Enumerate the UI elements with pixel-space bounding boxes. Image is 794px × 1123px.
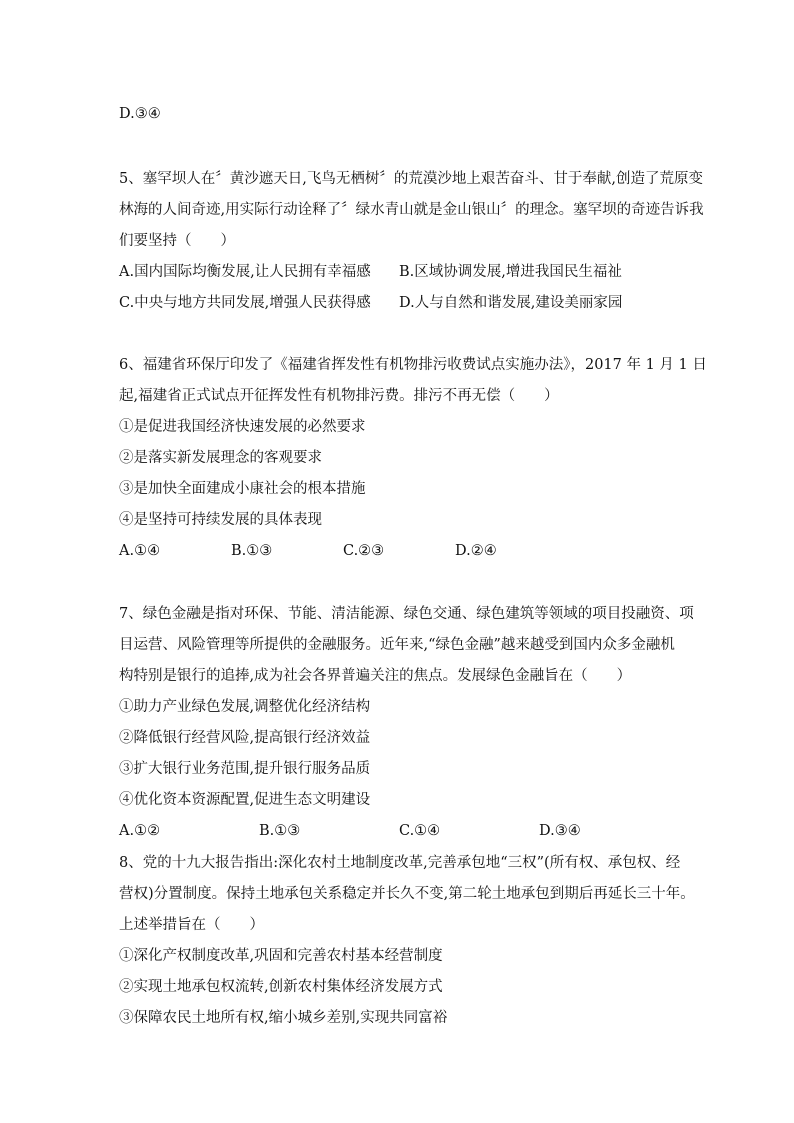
q5-stem-line-2: 林海的人间奇迹,用实际行动诠释了〞绿水青山就是金山银山〞的理念。塞罕坝的奇迹告诉我 <box>119 202 704 218</box>
prev-option-d: D.③④ <box>119 106 161 122</box>
q7-item-3: ③扩大银行业务范围,提升银行服务品质 <box>119 761 371 777</box>
q7-option-c: C.①④ <box>399 823 441 839</box>
q8-stem-line-2: 营权)分置制度。保持土地承包关系稳定并长久不变,第二轮土地承包到期后再延长三十年。 <box>119 886 695 902</box>
q5-option-c: C.中央与地方共同发展,增强人民获得感 <box>119 295 371 311</box>
q7-item-1: ①助力产业绿色发展,调整优化经济结构 <box>119 699 371 715</box>
q6-item-3: ③是加快全面建成小康社会的根本措施 <box>119 481 366 497</box>
q7-stem-line-3: 构特别是银行的追捧,成为社会各界普遍关注的焦点。发展绿色金融旨在（ ） <box>119 668 632 684</box>
q7-stem-line-2: 目运营、风险管理等所提供的金融服务。近年来,“绿色金融”越来越受到国内众多金融机 <box>119 637 675 653</box>
q5-option-b: B.区域协调发展,增进我国民生福祉 <box>399 264 622 280</box>
q6-option-c: C.②③ <box>343 543 385 559</box>
q7-option-a: A.①② <box>119 823 161 839</box>
q8-stem-line-1: 8、党的十九大报告指出:深化农村土地制度改革,完善承包地“三权”(所有权、承包权、经 <box>119 855 681 871</box>
q6-option-d: D.②④ <box>455 543 497 559</box>
q7-option-b: B.①③ <box>259 823 301 839</box>
q8-stem-line-3: 上述举措旨在（ ） <box>119 917 264 933</box>
q5-option-d: D.人与自然和谐发展,建设美丽家园 <box>399 295 623 311</box>
q6-item-1: ①是促进我国经济快速发展的必然要求 <box>119 419 366 435</box>
q5-stem-line-1: 5、塞罕坝人在〞黄沙遮天日,飞鸟无栖树〞的荒漠沙地上艰苦奋斗、甘于奉献,创造了荒原变 <box>119 171 703 187</box>
q7-item-2: ②降低银行经营风险,提高银行经济效益 <box>119 730 371 746</box>
q5-option-a: A.国内国际均衡发展,让人民拥有幸福感 <box>119 264 371 280</box>
q6-option-b: B.①③ <box>231 543 273 559</box>
q8-item-2: ②实现土地承包权流转,创新农村集体经济发展方式 <box>119 979 443 995</box>
q7-item-4: ④优化资本资源配置,促进生态文明建设 <box>119 792 371 808</box>
q8-item-3: ③保障农民土地所有权,缩小城乡差别,实现共同富裕 <box>119 1010 448 1026</box>
q6-item-4: ④是坚持可持续发展的具体表现 <box>119 512 322 528</box>
q5-stem-line-3: 们要坚持（ ） <box>119 233 235 249</box>
q6-option-a: A.①④ <box>119 543 161 559</box>
q6-stem-line-2: 起,福建省正式试点开征挥发性有机物排污费。排污不再无偿（ ） <box>119 388 559 404</box>
q7-stem-line-1: 7、绿色金融是指对环保、节能、清洁能源、绿色交通、绿色建筑等领域的项目投融资、项 <box>119 606 694 622</box>
q6-item-2: ②是落实新发展理念的客观要求 <box>119 450 322 466</box>
q7-option-d: D.③④ <box>539 823 581 839</box>
q6-stem-line-1: 6、福建省环保厅印发了《福建省挥发性有机物排污收费试点实施办法》，2017 年 1 月 1 日 <box>119 357 707 373</box>
q8-item-1: ①深化产权制度改革,巩固和完善农村基本经营制度 <box>119 948 443 964</box>
